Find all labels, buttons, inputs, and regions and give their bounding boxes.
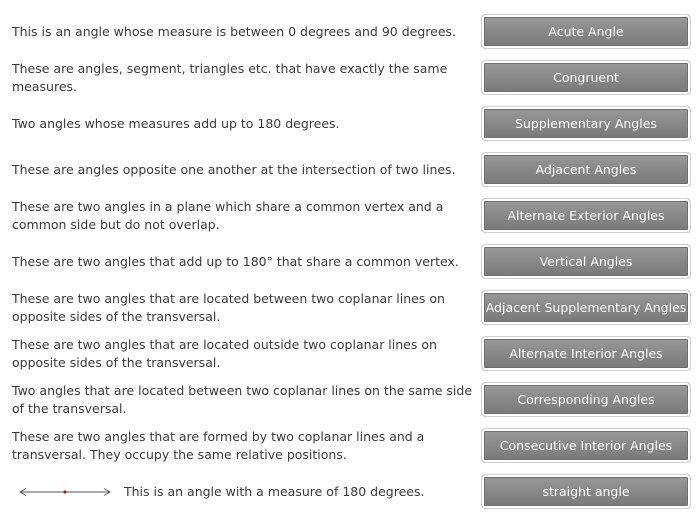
row-description: This is an angle with a measure of 180 degrees. bbox=[124, 484, 425, 499]
answer-button-supplementary-angles[interactable]: Supplementary Angles bbox=[481, 106, 691, 141]
answer-button-alternate-interior-angles[interactable]: Alternate Interior Angles bbox=[481, 336, 691, 371]
row-description: These are two angles that are located between two coplanar lines on opposite sides of the transversal. bbox=[12, 291, 445, 324]
row-description: These are angles, segment, triangles etc. that have exactly the same measures. bbox=[12, 61, 448, 94]
answer-button-congruent[interactable]: Congruent bbox=[481, 60, 691, 95]
match-row bbox=[0, 193, 700, 239]
answer-button-straight-angle[interactable]: straight angle bbox=[481, 474, 691, 509]
row-description: These are angles opposite one another at the intersection of two lines. bbox=[12, 162, 456, 177]
row-description: These are two angles in a plane which share a common vertex and a common side but do not overlap. bbox=[12, 199, 444, 232]
match-row bbox=[0, 239, 700, 285]
match-row bbox=[0, 285, 700, 331]
answer-button-corresponding-angles[interactable]: Corresponding Angles bbox=[481, 382, 691, 417]
row-description: Two angles whose measures add up to 180 degrees. bbox=[12, 116, 340, 131]
match-row bbox=[0, 469, 700, 515]
match-row bbox=[0, 377, 700, 423]
straight-line-icon bbox=[18, 487, 112, 497]
answer-button-acute-angle[interactable]: Acute Angle bbox=[481, 14, 691, 49]
answer-button-adjacent-angles[interactable]: Adjacent Angles bbox=[481, 152, 691, 187]
row-description: These are two angles that add up to 180° that share a common vertex. bbox=[12, 254, 459, 269]
answer-button-consecutive-interior-angles[interactable]: Consecutive Interior Angles bbox=[481, 428, 691, 463]
match-row bbox=[0, 147, 700, 193]
match-row bbox=[0, 423, 700, 469]
answer-button-alternate-exterior-angles[interactable]: Alternate Exterior Angles bbox=[481, 198, 691, 233]
row-description: These are two angles that are located outside two coplanar lines on opposite sides of the transversal. bbox=[12, 337, 437, 370]
match-row bbox=[0, 55, 700, 101]
row-description: This is an angle whose measure is between 0 degrees and 90 degrees. bbox=[12, 24, 457, 39]
row-description: Two angles that are located between two coplanar lines on the same side of the transversal. bbox=[12, 383, 473, 416]
answer-button-adjacent-supplementary-angles[interactable]: Adjacent Supplementary Angles bbox=[481, 290, 691, 325]
match-row bbox=[0, 331, 700, 377]
match-row bbox=[0, 101, 700, 147]
row-description: These are two angles that are formed by two coplanar lines and a transversal. They occupy the same relative positions. bbox=[12, 429, 425, 462]
answer-button-vertical-angles[interactable]: Vertical Angles bbox=[481, 244, 691, 279]
match-row bbox=[0, 9, 700, 55]
